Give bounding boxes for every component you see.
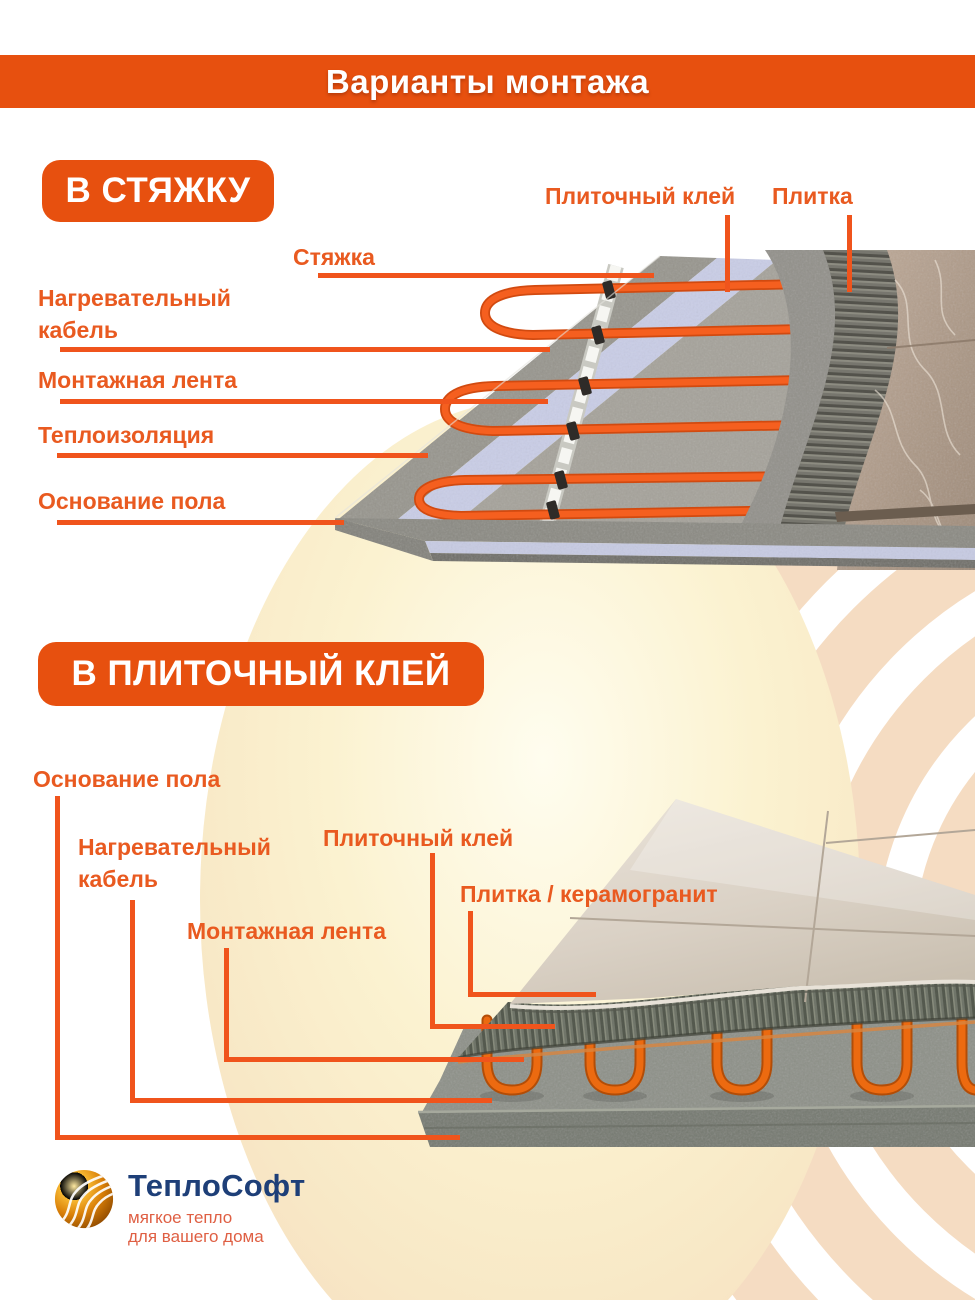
label-line-plitka [847,215,852,292]
section-badge-screed: В СТЯЖКУ [42,160,274,222]
connector-plitka-keramogranit [468,911,596,997]
label-line-styazhka [318,273,654,278]
section-badge-tile-adhesive: В ПЛИТОЧНЫЙ КЛЕЙ [38,642,484,706]
screed-installation-illustration [335,250,975,570]
label-nagrevatelny-kabel-2: Нагревательный кабель [78,834,271,892]
label-nagrevatelny-kabel: Нагревательный кабель [38,285,231,343]
logo-tagline-line2: для вашего дома [128,1226,264,1246]
label-plitka-keramogranit: Плитка / керамогранит [460,881,718,907]
company-logo [53,1168,306,1246]
label-montazhnaya-lenta-2: Монтажная лента [187,918,387,944]
label-line-plitochny-kley [725,215,730,292]
label-line-nagrevatelny-kabel [60,347,550,352]
golden-sphere-waves-icon [53,1168,115,1230]
label-plitochny-kley-2: Плиточный клей [323,825,514,851]
label-styazhka: Стяжка [293,244,375,270]
label-line-osnovanie-pola [57,520,344,525]
label-line-teploizolyatsiya [57,453,428,458]
label-osnovanie-pola-2: Основание пола [33,766,221,792]
label-montazhnaya-lenta: Монтажная лента [38,367,238,393]
label-osnovanie-pola: Основание пола [38,488,226,514]
label-line-montazhnaya-lenta [60,399,548,404]
logo-name: ТеплоСофт [128,1168,306,1203]
label-plitka: Плитка [772,183,853,209]
layer-front-faces [335,518,975,568]
label-teploizolyatsiya: Теплоизоляция [38,422,215,448]
label-plitochny-kley: Плиточный клей [545,183,736,209]
page-title: Варианты монтажа [0,55,975,108]
logo-tagline-line1: мягкое тепло [128,1207,233,1227]
